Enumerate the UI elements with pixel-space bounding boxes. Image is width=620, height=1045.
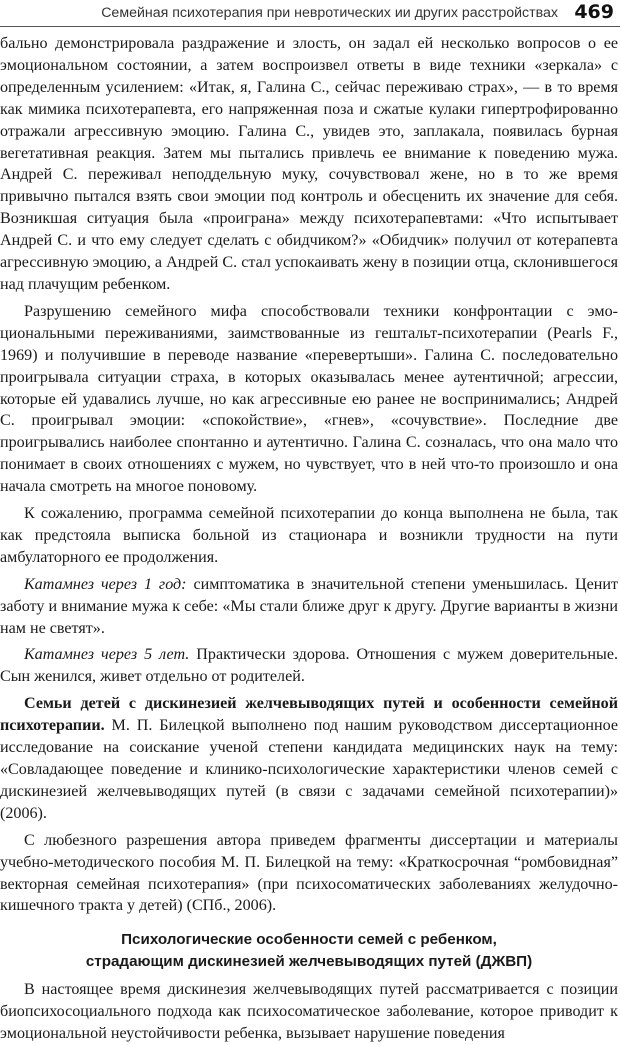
paragraph-permission: С любезного разрешения автора приведем фрагменты диссертации и материалы учебно-методического пособия М. П. Билецкой на тему: «Краткосрочная “ромбовидная” векторная семейная психотерапия» (при психосоматических заболеваниях желудочно-кишечного тракта у детей) (СПб., 2006). xyxy=(0,831,618,915)
section-heading-line-2: страдающим дискинезией желчевыводящих путей (ДЖВП) xyxy=(85,953,533,971)
section-heading xyxy=(0,929,618,973)
paragraph-program-incomplete: К сожалению, программа семейной психотерапии до конца выполнена не была, так как предстояла выписка больной из стационара и возникли трудности на пути амбулаторного ее продолжения. xyxy=(0,505,618,566)
paragraph-myth-destruction: Разрушению семейного мифа способствовали техники конфронтации с эмоциональными переживаниями, заимствованные из гештальт-психотерапии (Pearls F., 1969) и получившие в переводе название «перевертыши». Галина С. последовательно проигрывала ситуации страха, в которых оказывалась менее аутентичной; агрессии, которые ей удавались лучше, но как агрессивные ею ранее не воспринимались; Андрей С. проигрывал эмоции: «спокойствие», «гнев», «сочувствие». Последние две проигрывались наиболее спонтанно и аутентично. Галина С. созналась, что она мало что понимает в своих отношениях с мужем, но чувствует, что в ней что-то произошло и она начала смотреть на многое поновому. xyxy=(0,302,618,496)
page-number: 469 xyxy=(574,1,614,23)
body-text xyxy=(0,33,618,1045)
paragraph-final: В настоящее время дискинезия желчевыводящих путей рассматривается с позиции биопсихосоциального подхода как психосоматическое заболевание, которое приводит к эмоциональной неустойчивости ребенка, вызывает нарушение поведения xyxy=(0,981,618,1043)
run-in-text: М. П. Билецкой выполнено под нашим руководством диссертационное исследование на соискание ученой степени кандидата медицинских наук на тему: «Совладающее поведение и клинико-психологические характеристики членов семей с дискинезией желчевыводящих путей (в связи с задачами семейной психотерапии)» (2006). xyxy=(0,717,618,822)
katamnez-5-years-text: Практически здорова. Отношения с мужем доверительные. Сын женился, живет отдельно от родителей. xyxy=(0,646,618,686)
katamnez-5-years-lead: Катамнез через 5 лет. xyxy=(24,646,190,664)
run-in-heading: Семьи детей с дискинезией желчевыводящих путей и особенности семейной психотерапии. xyxy=(0,695,618,735)
paragraph-biliary-families xyxy=(0,693,618,824)
page-header xyxy=(0,0,620,27)
paragraph-katamnez-1-year xyxy=(0,574,618,640)
running-head: Семейная психотерапия при невротических ии других расстройствах xyxy=(101,5,558,21)
katamnez-1-year-text: симптоматика в значительной степени уменьшилась. Ценит заботу и внимание мужа к себе: «Мы стали ближе друг к другу. Другие варианты в жизни нам не светят». xyxy=(0,575,619,637)
paragraph-continued: бально демонстрировала раздражение и злость, он задал ей несколько вопросов о ее эмоциональном состоянии, а затем воспроизвел ответы в виде техники «зеркала» с определенным усилением: «Итак, я, Галина С., сейчас переживаю страх», — в то время как мимика психотерапевта, его напряженная поза и сжатые кулаки гипертрофированно отражали агрессивную эмоцию. Галина С., увидев это, заплакала, появилась бурная вегетативная реакция. Затем мы пытались привлечь ее внимание к поведению мужа. Андрей С. переживал неподдельную муку, сочувствовал жене, но в то же время привычно пытался взять свои эмоции под контроль и обесценить их значение для себя. Возникшая ситуация была «проиграна» между психотерапевтами: «Что испытывает Андрей С. и что ему следует сделать с обидчиком?» «Обидчик» получил от котерапевта агрессивную эмоцию, а Андрей С. стал успокаивать жену в позиции отца, склонившегося над плачущим ребенком. xyxy=(0,35,618,293)
paragraph-katamnez-5-years xyxy=(0,644,618,688)
section-heading-line-1: Психологические особенности семей с ребенком, xyxy=(121,931,497,949)
katamnez-1-year-lead: Катамнез через 1 год: xyxy=(24,575,187,593)
